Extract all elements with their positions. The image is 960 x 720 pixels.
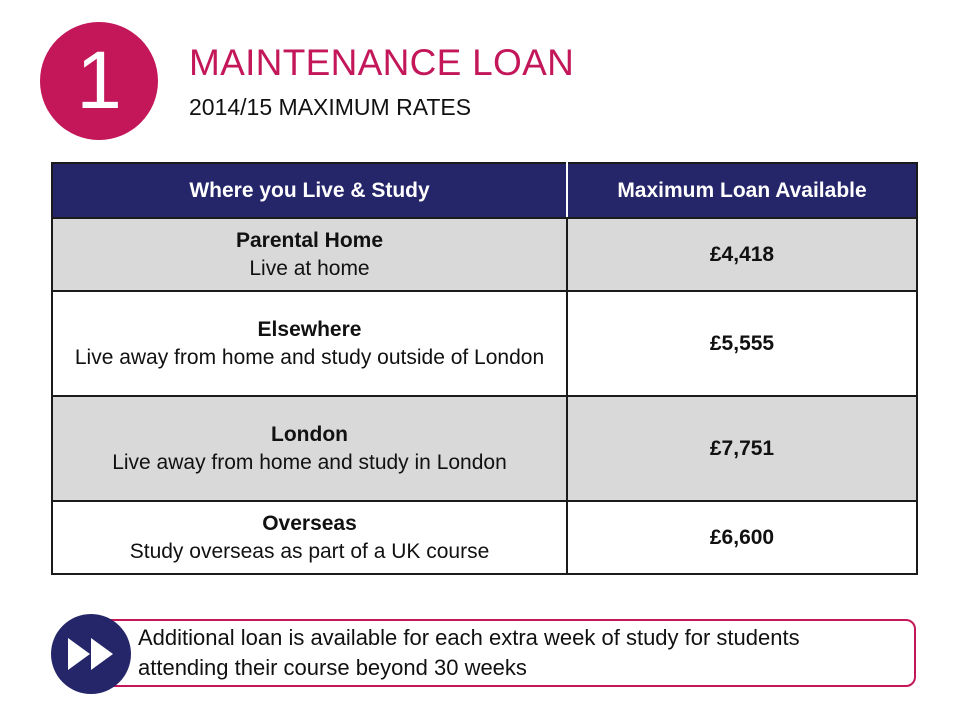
- section-number-badge: [40, 22, 158, 140]
- location-cell: [52, 291, 567, 396]
- loan-amount: £7,751: [567, 396, 917, 501]
- location-title: Parental Home: [235, 229, 384, 253]
- table-row: [52, 218, 917, 291]
- table-header-row: [52, 163, 917, 218]
- location-title: London: [271, 423, 348, 447]
- fast-forward-glyph: [66, 636, 116, 672]
- table-row: [52, 501, 917, 574]
- note-text: Additional loan is available for each extra week of study for students attending their course beyond 30 weeks: [138, 625, 800, 680]
- section-number: 1: [76, 35, 122, 126]
- loan-amount: £4,418: [567, 218, 917, 291]
- location-title: Elsewhere: [257, 318, 362, 342]
- location-description: Live away from home and study in London: [112, 450, 507, 474]
- loan-amount: £5,555: [567, 291, 917, 396]
- loan-rates-table: [51, 162, 918, 575]
- location-cell: [52, 218, 567, 291]
- page-subtitle: 2014/15 MAXIMUM RATES: [189, 94, 472, 120]
- location-title: Overseas: [262, 512, 357, 536]
- location-description: Study overseas as part of a UK course: [129, 539, 490, 563]
- table-row: [52, 291, 917, 396]
- column-header-loan: Maximum Loan Available: [567, 163, 917, 218]
- fast-forward-icon: [51, 614, 131, 694]
- location-cell: [52, 501, 567, 574]
- loan-amount: £6,600: [567, 501, 917, 574]
- table-row: [52, 396, 917, 501]
- column-header-location: Where you Live & Study: [52, 163, 567, 218]
- location-description: Live away from home and study outside of London: [74, 345, 545, 369]
- page-title: MAINTENANCE LOAN: [189, 42, 575, 83]
- location-cell: [52, 396, 567, 501]
- location-description: Live at home: [249, 256, 370, 280]
